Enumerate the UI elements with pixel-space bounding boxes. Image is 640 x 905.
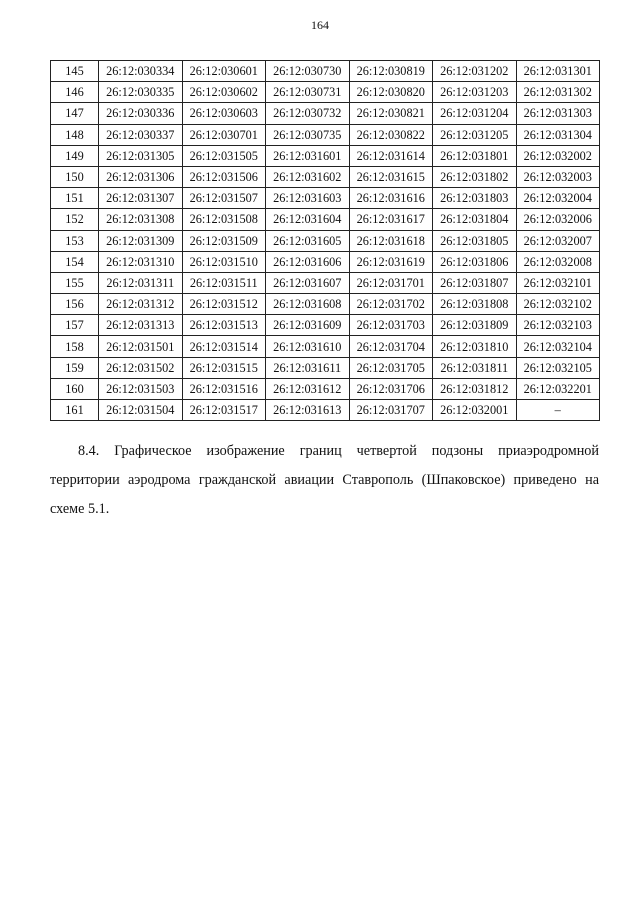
cadastral-number-cell: 26:12:031311 [99,272,183,293]
cadastral-number-cell: 26:12:031510 [182,251,266,272]
cadastral-number-cell: 26:12:031613 [266,400,350,421]
cadastral-number-cell: 26:12:031514 [182,336,266,357]
table-row [51,294,600,315]
cadastral-number-cell: 26:12:032006 [516,209,600,230]
row-number-cell: 151 [51,188,99,209]
row-number-cell: 148 [51,124,99,145]
table-row [51,61,600,82]
cadastral-number-cell: 26:12:031805 [433,230,517,251]
cadastral-number-cell: 26:12:030730 [266,61,350,82]
cadastral-number-cell: 26:12:031609 [266,315,350,336]
row-number-cell: 145 [51,61,99,82]
row-number-cell: 160 [51,378,99,399]
cadastral-number-cell: 26:12:031803 [433,188,517,209]
table-row [51,336,600,357]
table-row [51,272,600,293]
cadastral-number-cell: 26:12:031610 [266,336,350,357]
cadastral-number-cell: 26:12:032004 [516,188,600,209]
cadastral-number-cell: 26:12:031618 [349,230,433,251]
cadastral-number-cell: 26:12:031807 [433,272,517,293]
cadastral-number-cell: 26:12:030602 [182,82,266,103]
cadastral-number-cell: 26:12:031804 [433,209,517,230]
cadastral-number-cell: 26:12:031308 [99,209,183,230]
cadastral-number-cell: 26:12:032101 [516,272,600,293]
cadastral-number-cell: 26:12:031504 [99,400,183,421]
cadastral-table [50,60,600,421]
cadastral-number-cell: 26:12:031802 [433,166,517,187]
cadastral-number-cell: 26:12:031302 [516,82,600,103]
cadastral-number-cell: 26:12:031511 [182,272,266,293]
table-row [51,124,600,145]
table-row [51,145,600,166]
cadastral-number-cell: 26:12:031506 [182,166,266,187]
row-number-cell: 149 [51,145,99,166]
cadastral-number-cell: 26:12:031615 [349,166,433,187]
cadastral-number-cell: 26:12:031706 [349,378,433,399]
cadastral-number-cell: 26:12:031806 [433,251,517,272]
cadastral-number-cell: 26:12:031203 [433,82,517,103]
cadastral-number-cell: 26:12:032103 [516,315,600,336]
cadastral-number-cell: 26:12:032007 [516,230,600,251]
cadastral-number-cell: 26:12:030335 [99,82,183,103]
table-body [51,61,600,421]
cadastral-number-cell: 26:12:031516 [182,378,266,399]
cadastral-number-cell: 26:12:030731 [266,82,350,103]
table-row [51,357,600,378]
cadastral-number-cell: 26:12:031702 [349,294,433,315]
cadastral-number-cell: 26:12:031502 [99,357,183,378]
cadastral-number-cell: 26:12:031809 [433,315,517,336]
cadastral-number-cell: 26:12:031517 [182,400,266,421]
cadastral-number-cell: 26:12:030732 [266,103,350,124]
cadastral-table-container [50,60,599,421]
cadastral-number-cell: 26:12:031501 [99,336,183,357]
cadastral-number-cell: 26:12:030334 [99,61,183,82]
cadastral-number-cell: 26:12:031612 [266,378,350,399]
cadastral-number-cell: 26:12:031811 [433,357,517,378]
cadastral-number-cell: 26:12:030735 [266,124,350,145]
cadastral-number-cell: 26:12:031309 [99,230,183,251]
cadastral-number-cell: 26:12:031513 [182,315,266,336]
cadastral-number-cell: 26:12:031303 [516,103,600,124]
cadastral-number-cell: 26:12:032105 [516,357,600,378]
row-number-cell: 146 [51,82,99,103]
table-row [51,400,600,421]
cadastral-number-cell: 26:12:030821 [349,103,433,124]
cadastral-number-cell: 26:12:031611 [266,357,350,378]
cadastral-number-cell: 26:12:031509 [182,230,266,251]
cadastral-number-cell: 26:12:031601 [266,145,350,166]
cadastral-number-cell: 26:12:031608 [266,294,350,315]
row-number-cell: 147 [51,103,99,124]
cadastral-number-cell: 26:12:031313 [99,315,183,336]
table-row [51,209,600,230]
cadastral-number-cell: 26:12:031202 [433,61,517,82]
cadastral-number-cell: 26:12:031812 [433,378,517,399]
table-row [51,166,600,187]
section-paragraph: 8.4. Графическое изображение границ четвертой подзоны приаэродромной территории аэродрома гражданской авиации Ставрополь (Шпаковское) приведено на схеме 5.1. [50,443,599,517]
cadastral-number-cell: 26:12:032102 [516,294,600,315]
row-number-cell: 155 [51,272,99,293]
row-number-cell: 154 [51,251,99,272]
cadastral-number-cell: 26:12:031705 [349,357,433,378]
table-row [51,378,600,399]
cadastral-number-cell: 26:12:031616 [349,188,433,209]
cadastral-number-cell: 26:12:031508 [182,209,266,230]
cadastral-number-cell: 26:12:031310 [99,251,183,272]
cadastral-number-cell: 26:12:031617 [349,209,433,230]
cadastral-number-cell: 26:12:031307 [99,188,183,209]
row-number-cell: 156 [51,294,99,315]
cadastral-number-cell: 26:12:030701 [182,124,266,145]
cadastral-number-cell: 26:12:030337 [99,124,183,145]
cadastral-number-cell: 26:12:031801 [433,145,517,166]
cadastral-number-cell: 26:12:031301 [516,61,600,82]
cadastral-number-cell: 26:12:030819 [349,61,433,82]
cadastral-number-cell: 26:12:030822 [349,124,433,145]
cadastral-number-cell: 26:12:031707 [349,400,433,421]
cadastral-number-cell: 26:12:031312 [99,294,183,315]
table-row [51,251,600,272]
cadastral-number-cell: 26:12:031603 [266,188,350,209]
row-number-cell: 158 [51,336,99,357]
cadastral-number-cell: 26:12:032008 [516,251,600,272]
cadastral-number-cell: 26:12:032002 [516,145,600,166]
row-number-cell: 157 [51,315,99,336]
cadastral-number-cell: 26:12:031205 [433,124,517,145]
cadastral-number-cell: 26:12:031614 [349,145,433,166]
cadastral-number-cell: 26:12:031604 [266,209,350,230]
table-row [51,315,600,336]
cadastral-number-cell: 26:12:030603 [182,103,266,124]
cadastral-number-cell: 26:12:031607 [266,272,350,293]
row-number-cell: 150 [51,166,99,187]
cadastral-number-cell: 26:12:032104 [516,336,600,357]
cadastral-number-cell: 26:12:032201 [516,378,600,399]
cadastral-number-cell: 26:12:030820 [349,82,433,103]
cadastral-number-cell: 26:12:030601 [182,61,266,82]
cadastral-number-cell: 26:12:031703 [349,315,433,336]
row-number-cell: 161 [51,400,99,421]
cadastral-number-cell: 26:12:031810 [433,336,517,357]
row-number-cell: 153 [51,230,99,251]
cadastral-number-cell: 26:12:031704 [349,336,433,357]
table-row [51,188,600,209]
cadastral-number-cell: 26:12:031505 [182,145,266,166]
cadastral-number-cell: 26:12:030336 [99,103,183,124]
cadastral-number-cell: 26:12:031515 [182,357,266,378]
row-number-cell: 159 [51,357,99,378]
cadastral-number-cell: 26:12:031512 [182,294,266,315]
cadastral-number-cell: 26:12:031619 [349,251,433,272]
cadastral-number-cell: 26:12:032003 [516,166,600,187]
cadastral-number-cell: 26:12:031606 [266,251,350,272]
table-row [51,230,600,251]
row-number-cell: 152 [51,209,99,230]
table-row [51,103,600,124]
cadastral-number-cell: 26:12:032001 [433,400,517,421]
cadastral-number-cell: 26:12:031701 [349,272,433,293]
cadastral-number-cell: 26:12:031306 [99,166,183,187]
cadastral-number-cell: – [516,400,600,421]
cadastral-number-cell: 26:12:031602 [266,166,350,187]
cadastral-number-cell: 26:12:031204 [433,103,517,124]
cadastral-number-cell: 26:12:031304 [516,124,600,145]
table-row [51,82,600,103]
page-number: 164 [311,18,329,32]
cadastral-number-cell: 26:12:031605 [266,230,350,251]
cadastral-number-cell: 26:12:031808 [433,294,517,315]
cadastral-number-cell: 26:12:031305 [99,145,183,166]
cadastral-number-cell: 26:12:031507 [182,188,266,209]
cadastral-number-cell: 26:12:031503 [99,378,183,399]
